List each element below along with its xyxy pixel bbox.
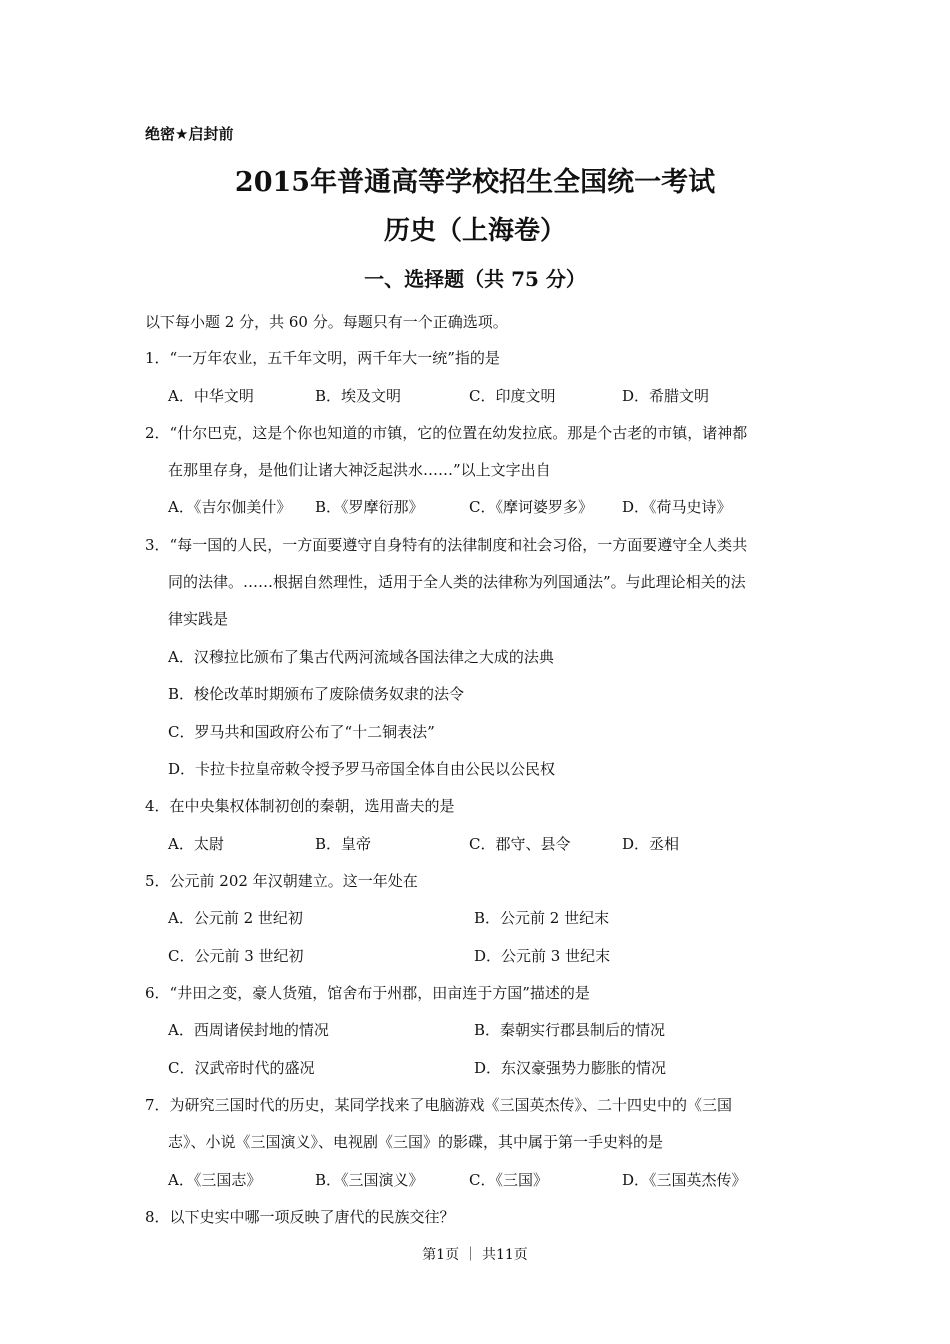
question-1-stem: 1．“一万年农业，五千年文明，两千年大一统”指的是 xyxy=(145,349,500,367)
question-1-option-a: A．中华文明 xyxy=(168,387,254,405)
question-5-option-a: A．公元前 2 世纪初 xyxy=(168,909,303,927)
question-1-option-d: D．希腊文明 xyxy=(622,387,710,405)
question-4-option-a: A．太尉 xyxy=(168,835,224,853)
question-1-option-b: B．埃及文明 xyxy=(315,387,402,405)
question-7-option-b: B．《三国演义》 xyxy=(315,1171,424,1189)
exam-subtitle: 历史（上海卷） xyxy=(383,216,566,246)
question-7-stem: 7．为研究三国时代的历史，某同学找来了电脑游戏《三国英杰传》、二十四史中的《三国 xyxy=(145,1096,733,1114)
question-2-option-a: A．《吉尔伽美什》 xyxy=(168,498,292,516)
question-5-option-b: B．公元前 2 世纪末 xyxy=(474,909,610,927)
question-7-option-a: A．《三国志》 xyxy=(168,1171,262,1189)
section-heading: 一、选择题（共 75 分） xyxy=(364,267,586,291)
question-8-stem: 8．以下史实中哪一项反映了唐代的民族交往？ xyxy=(145,1208,455,1226)
question-6-option-b: B．秦朝实行郡县制后的情况 xyxy=(474,1021,666,1039)
question-2-option-c: C．《摩诃婆罗多》 xyxy=(469,498,593,516)
question-6-option-a: A．西周诸侯封地的情况 xyxy=(168,1021,329,1039)
question-2-option-d: D．《荷马史诗》 xyxy=(622,498,732,516)
question-4-option-c: C．郡守、县令 xyxy=(469,835,571,853)
question-1-option-c: C．印度文明 xyxy=(469,387,556,405)
question-3-stem-cont-1: 同的法律。……根据自然理性，适用于全人类的法律称为列国通法”。与此理论相关的法 xyxy=(168,573,746,591)
exam-title: 2015年普通高等学校招生全国统一考试 xyxy=(234,167,716,198)
question-3-option-c: C．罗马共和国政府公布了“十二铜表法” xyxy=(168,723,435,741)
question-3-option-b: B．梭伦改革时期颁布了废除债务奴隶的法令 xyxy=(168,685,465,703)
question-3-stem-cont-2: 律实践是 xyxy=(168,610,229,628)
question-2-stem: 2．“什尔巴克，这是个你也知道的市镇，它的位置在幼发拉底。那是个古老的市镇，诸神都 xyxy=(145,424,748,442)
question-3-option-d: D．卡拉卡拉皇帝敕令授予罗马帝国全体自由公民以公民权 xyxy=(168,760,556,778)
question-5-stem: 5．公元前 202 年汉朝建立。这一年处在 xyxy=(145,872,418,890)
question-7-option-d: D．《三国英杰传》 xyxy=(622,1171,747,1189)
question-5-option-d: D．公元前 3 世纪末 xyxy=(474,947,611,965)
question-6-option-c: C．汉武帝时代的盛况 xyxy=(168,1059,315,1077)
question-4-option-d: D．丞相 xyxy=(622,835,680,853)
question-3-stem: 3．“每一国的人民，一方面要遵守自身特有的法律制度和社会习俗，一方面要遵守全人类共 xyxy=(145,536,748,554)
question-6-option-d: D．东汉豪强势力膨胀的情况 xyxy=(474,1059,667,1077)
question-7-option-c: C．《三国》 xyxy=(469,1171,548,1189)
secret-label: 绝密★启封前 xyxy=(145,125,234,143)
question-2-option-b: B．《罗摩衍那》 xyxy=(315,498,424,516)
question-3-option-a: A．汉穆拉比颁布了集古代两河流域各国法律之大成的法典 xyxy=(168,648,554,666)
question-4-stem: 4．在中央集权体制初创的秦朝，选用啬夫的是 xyxy=(145,797,455,815)
question-4-option-b: B．皇帝 xyxy=(315,835,372,853)
page-number: 第1页 ｜ 共11页 xyxy=(422,1247,528,1263)
section-instruction: 以下每小题 2 分，共 60 分。每题只有一个正确选项。 xyxy=(145,313,508,331)
question-7-stem-cont: 志》、小说《三国演义》、电视剧《三国》的影碟，其中属于第一手史料的是 xyxy=(168,1133,664,1151)
question-5-option-c: C．公元前 3 世纪初 xyxy=(168,947,304,965)
question-6-stem: 6．“井田之变，豪人货殖，馆舍布于州郡，田亩连于方国”描述的是 xyxy=(145,984,590,1002)
question-2-stem-cont: 在那里存身，是他们让诸大神泛起洪水……”以上文字出自 xyxy=(168,461,551,479)
